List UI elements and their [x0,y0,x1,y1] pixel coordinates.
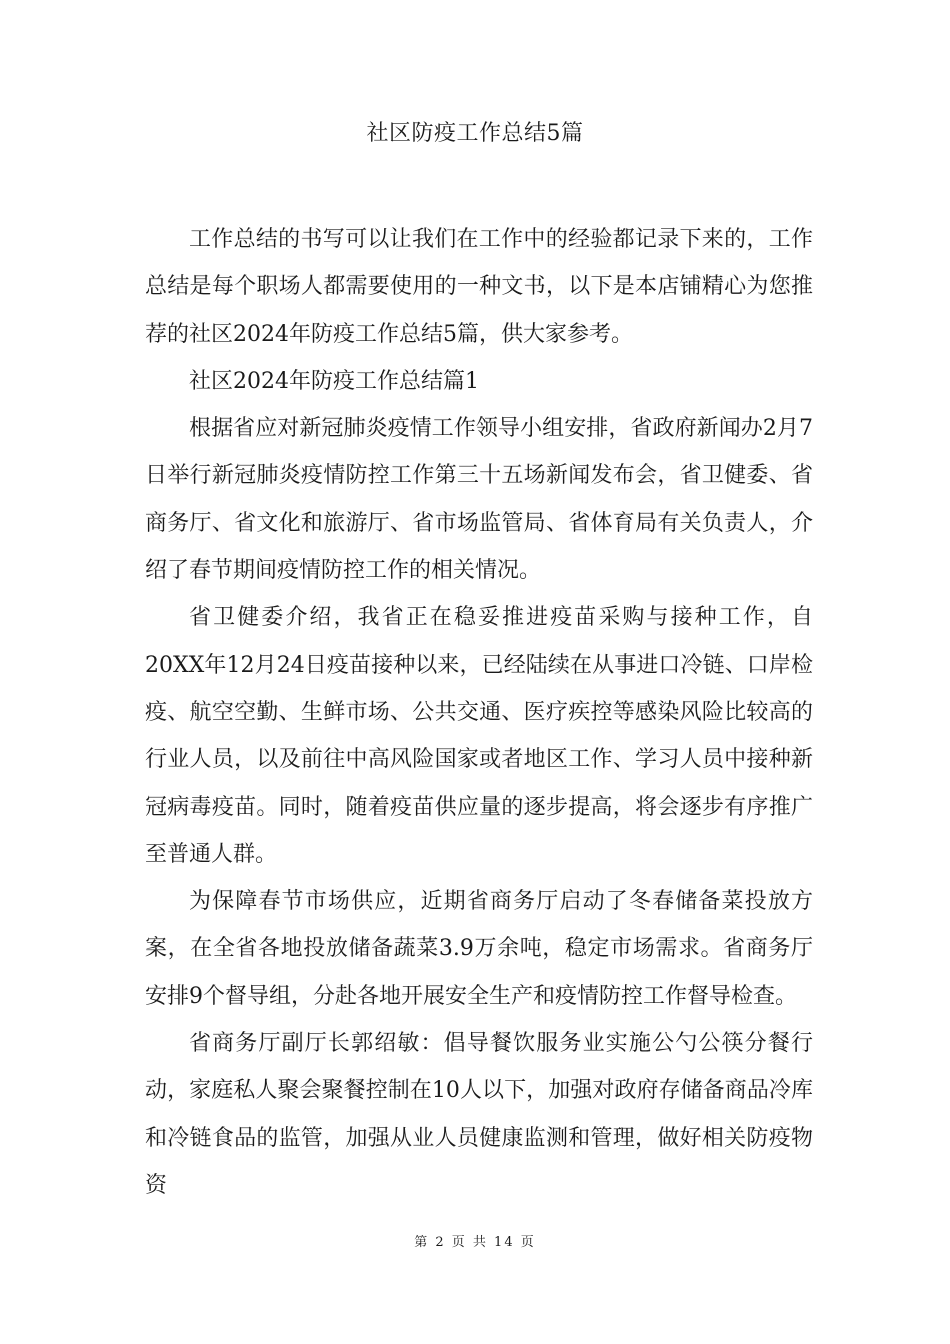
page-number: 第 2 页 共 14 页 [414,1235,536,1250]
document-body [145,216,813,1209]
paragraph-intro: 工作总结的书写可以让我们在工作中的经验都记录下来的，工作总结是每个职场人都需要使用的一种文书，以下是本店铺精心为您推荐的社区2024年防疫工作总结5篇，供大家参考。 [145,227,813,347]
paragraph-vaccination: 省卫健委介绍，我省正在稳妥推进疫苗采购与接种工作，自20XX年12月24日疫苗接种以来，已经陆续在从事进口冷链、口岸检疫、航空空勤、生鲜市场、公共交通、医疗疾控等感染风险比较高的行业人员，以及前往中高风险国家或者地区工作、学习人员中接种新冠病毒疫苗。同时，随着疫苗供应量的逐步提高，将会逐步有序推广至普通人群。 [145,605,813,867]
paragraph-press-conference: 根据省应对新冠肺炎疫情工作领导小组安排，省政府新闻办2月7日举行新冠肺炎疫情防控工作第三十五场新闻发布会，省卫健委、省商务厅、省文化和旅游厅、省市场监管局、省体育局有关负责人，介绍了春节期间疫情防控工作的相关情况。 [145,416,813,584]
paragraph-market-supply: 为保障春节市场供应，近期省商务厅启动了冬春储备菜投放方案，在全省各地投放储备蔬菜3.9万余吨，稳定市场需求。省商务厅安排9个督导组，分赴各地开展安全生产和疫情防控工作督导检查。 [145,889,813,1009]
paragraph-catering: 省商务厅副厅长郭绍敏：倡导餐饮服务业实施公勺公筷分餐行动，家庭私人聚会聚餐控制在10人以下，加强对政府存储备商品冷库和冷链食品的监管，加强从业人员健康监测和管理，做好相关防疫物资 [145,1031,813,1198]
section-heading: 社区2024年防疫工作总结篇1 [189,368,479,394]
document-title: 社区防疫工作总结5篇 [366,121,584,146]
